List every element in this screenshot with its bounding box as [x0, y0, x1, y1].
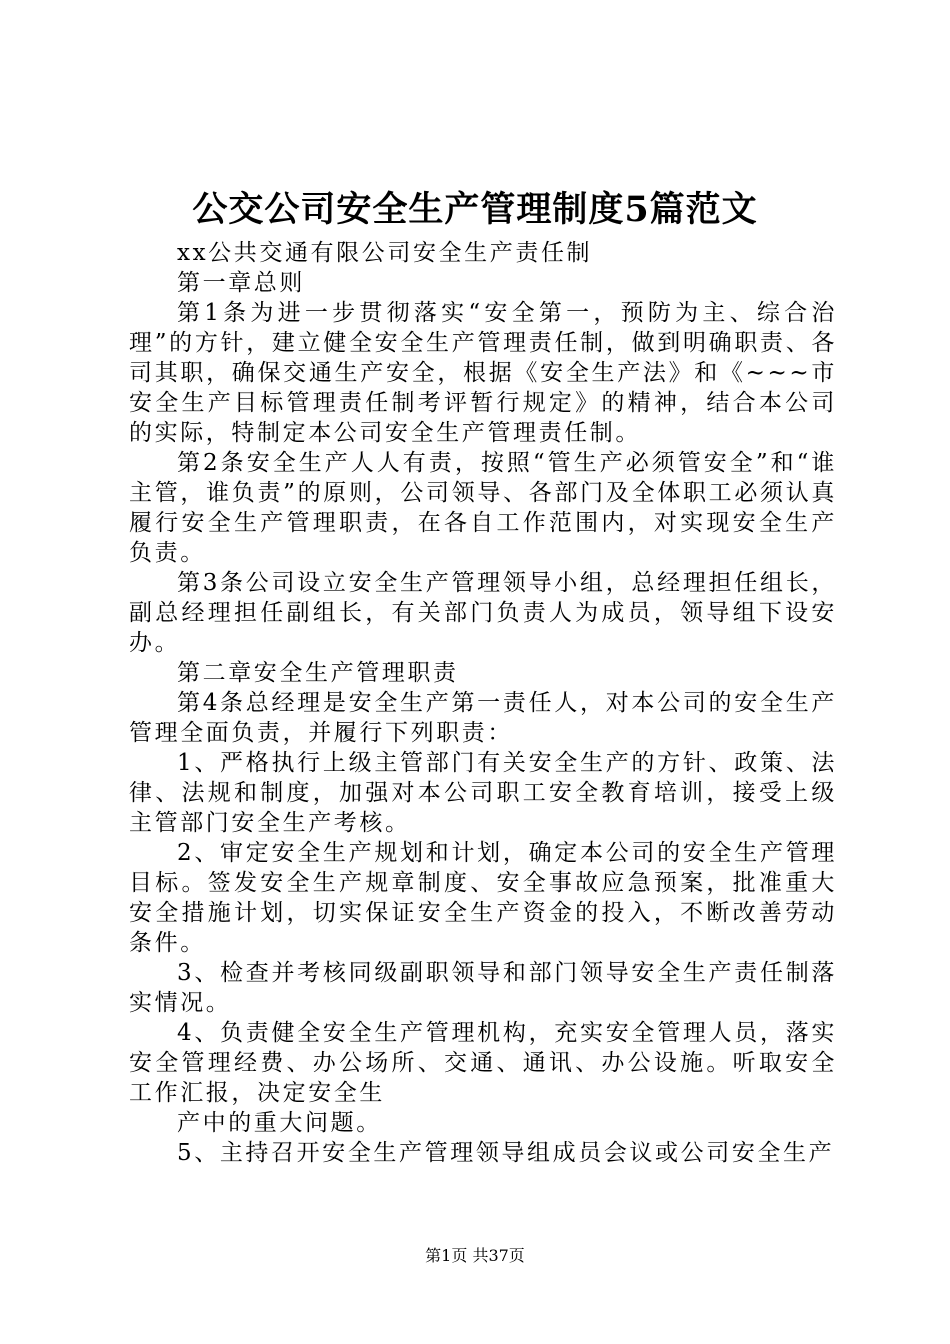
paragraph: 第1条为进一步贯彻落实“安全第一，预防为主、综合治理”的方针，建立健全安全生产管理责任制，做到明确职责、各司其职，确保交通生产安全，根据《安全生产法》和《~~~市安全生产目标管理责任制考评暂行规定》的精神，结合本公司的实际，特制定本公司安全生产管理责任制。 — [129, 300, 837, 446]
paragraph: 第3条公司设立安全生产管理领导小组，总经理担任组长，副总经理担任副组长，有关部门负责人为成员，领导组下设安办。 — [129, 570, 837, 656]
document-title: 公交公司安全生产管理制度5篇范文 — [192, 189, 758, 230]
paragraph: 第4条总经理是安全生产第一责任人，对本公司的安全生产管理全面负责，并履行下列职责： — [129, 690, 837, 746]
paragraph: 3、检查并考核同级副职领导和部门领导安全生产责任制落实情况。 — [129, 960, 837, 1016]
paragraph: 产中的重大问题。 — [177, 1110, 382, 1136]
paragraph: 5、主持召开安全生产管理领导组成员会议或公司安全生产 — [177, 1140, 835, 1166]
paragraph: 4、负责健全安全生产管理机构，充实安全管理人员，落实安全管理经费、办公场所、交通、通讯、办公设施。听取安全工作汇报，决定安全生 — [129, 1020, 837, 1106]
paragraph: 第2条安全生产人人有责，按照“管生产必须管安全”和“谁主管，谁负责”的原则，公司领导、各部门及全体职工必须认真履行安全生产管理职责，在各自工作范围内，对实现安全生产负责。 — [129, 450, 837, 566]
document-body — [129, 238, 837, 1168]
chapter-heading: 第二章安全生产管理职责 — [177, 660, 459, 686]
paragraph: 2、审定安全生产规划和计划，确定本公司的安全生产管理目标。签发安全生产规章制度、安全事故应急预案，批准重大安全措施计划，切实保证安全生产资金的投入，不断改善劳动条件。 — [129, 840, 837, 956]
chapter-heading: 第一章总则 — [177, 270, 305, 296]
paragraph: 1、严格执行上级主管部门有关安全生产的方针、政策、法律、法规和制度，加强对本公司职工安全教育培训，接受上级主管部门安全生产考核。 — [129, 750, 837, 836]
page-footer: 第1页 共37页 — [425, 1246, 525, 1265]
paragraph: xx公共交通有限公司安全生产责任制 — [177, 240, 593, 266]
